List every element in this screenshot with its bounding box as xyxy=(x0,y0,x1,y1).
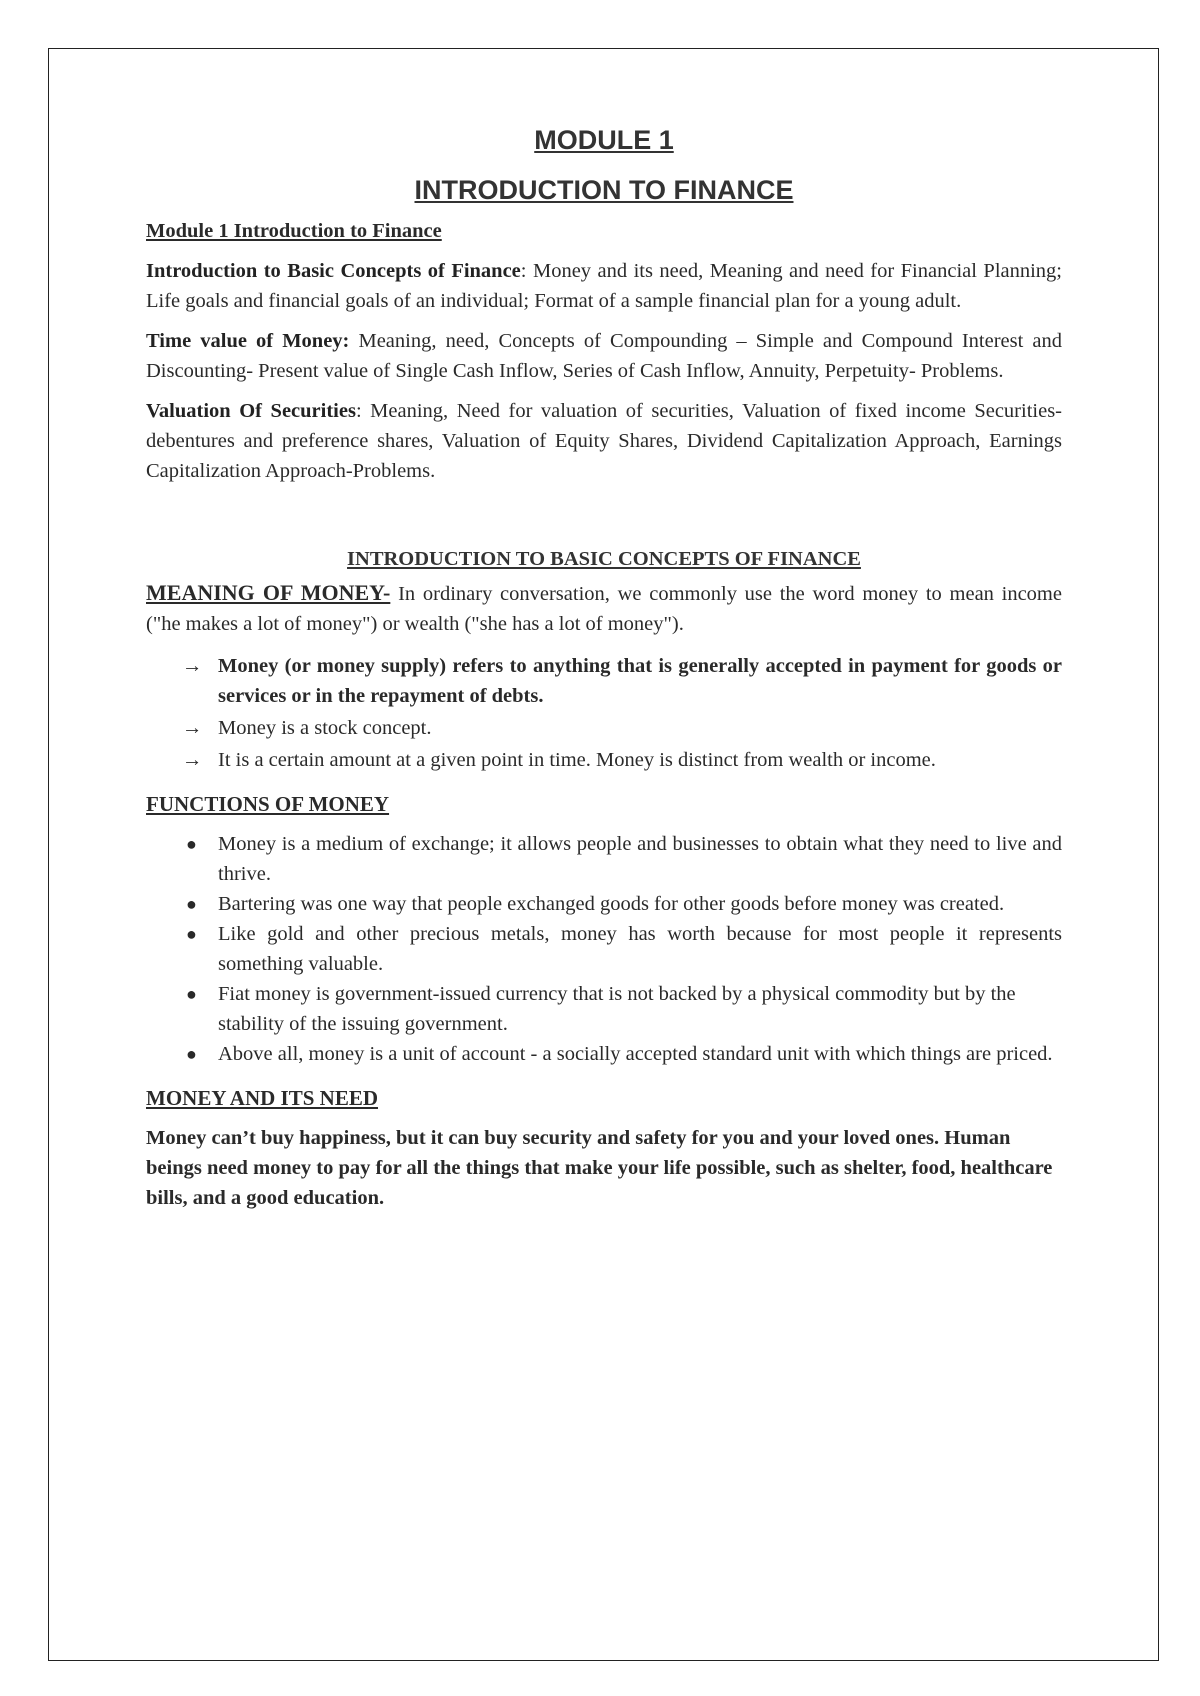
list-item-text: Fiat money is government-issued currency that is not backed by a physical commodity but by the stability of the issuing government. xyxy=(218,983,1016,1035)
need-heading: MONEY AND ITS NEED xyxy=(146,1086,379,1110)
arrow-item-text: Money is a stock concept. xyxy=(218,717,432,739)
list-item xyxy=(146,919,1062,979)
topic-text: Meaning, need, Concepts of Compounding – Simple and Compound Interest and Discounting- Present value of Single Cash Inflow, Series of Cash Inflow, Annuity, Perpetuity- Problems. xyxy=(146,330,1062,382)
topic-paragraph xyxy=(146,326,1062,386)
arrow-list xyxy=(146,651,1062,775)
topic-label: Valuation Of Securities xyxy=(146,400,356,422)
module-title: MODULE 1 xyxy=(534,125,674,155)
meaning-heading: MEANING OF MONEY- xyxy=(146,580,391,605)
list-item xyxy=(146,889,1062,919)
document-body xyxy=(146,122,1062,1213)
arrow-item-text: Money (or money supply) refers to anything that is generally accepted in payment for goods or services or in the repayment of debts. xyxy=(218,655,1062,707)
topic-paragraph xyxy=(146,256,1062,316)
arrow-right-icon: → xyxy=(182,655,203,677)
bullet-icon: ● xyxy=(186,1044,197,1064)
list-item-text: Like gold and other precious metals, money has worth because for most people it represents something valuable. xyxy=(218,923,1062,975)
bullet-icon: ● xyxy=(186,834,197,854)
spacer xyxy=(146,486,1062,544)
arrow-right-icon: → xyxy=(182,717,203,739)
meaning-text: In ordinary conversation, we commonly use the word money to mean income ("he makes a lot of money") or wealth ("she has a lot of money"). xyxy=(146,583,1062,635)
bullet-icon: ● xyxy=(186,894,197,914)
list-item-text: Bartering was one way that people exchanged goods for other goods before money was created. xyxy=(218,893,1005,915)
arrow-right-icon: → xyxy=(182,749,203,771)
module-subtitle: INTRODUCTION TO FINANCE xyxy=(414,175,794,205)
topic-text: : Meaning, Need for valuation of securities, Valuation of fixed income Securities- debentures and preference shares, Valuation of Equity Shares, Dividend Capitalization Approach, Earnings Capitalization Approach-Problems. xyxy=(146,400,1062,482)
arrow-item xyxy=(146,713,1062,743)
functions-heading: FUNCTIONS OF MONEY xyxy=(146,792,390,816)
arrow-item xyxy=(146,745,1062,775)
bullet-icon: ● xyxy=(186,924,197,944)
list-item-text: Above all, money is a unit of account - a socially accepted standard unit with which things are priced. xyxy=(218,1043,1053,1065)
arrow-item-text: It is a certain amount at a given point in time. Money is distinct from wealth or income. xyxy=(218,749,936,771)
bullet-icon: ● xyxy=(186,984,197,1004)
list-item xyxy=(146,1039,1062,1069)
topic-paragraph xyxy=(146,396,1062,486)
topic-label: Time value of Money: xyxy=(146,330,350,352)
topic-text: : Money and its need, Meaning and need for Financial Planning; Life goals and financial goals of an individual; Format of a sample financial plan for a young adult. xyxy=(146,260,1062,312)
list-item xyxy=(146,829,1062,889)
list-item-text: Money is a medium of exchange; it allows people and businesses to obtain what they need to live and thrive. xyxy=(218,833,1062,885)
need-paragraph: Money can’t buy happiness, but it can buy security and safety for you and your loved ones. Human beings need money to pay for all the things that make your life possible, such as shelter, food, healthcare bills, and a good education. xyxy=(146,1127,1053,1209)
topic-label: Introduction to Basic Concepts of Finance xyxy=(146,260,521,282)
meaning-paragraph xyxy=(146,578,1062,639)
section-title: INTRODUCTION TO BASIC CONCEPTS OF FINANCE xyxy=(347,548,861,570)
functions-list xyxy=(146,829,1062,1069)
module-heading: Module 1 Introduction to Finance xyxy=(146,220,442,242)
arrow-item xyxy=(146,651,1062,711)
list-item xyxy=(146,979,1062,1039)
